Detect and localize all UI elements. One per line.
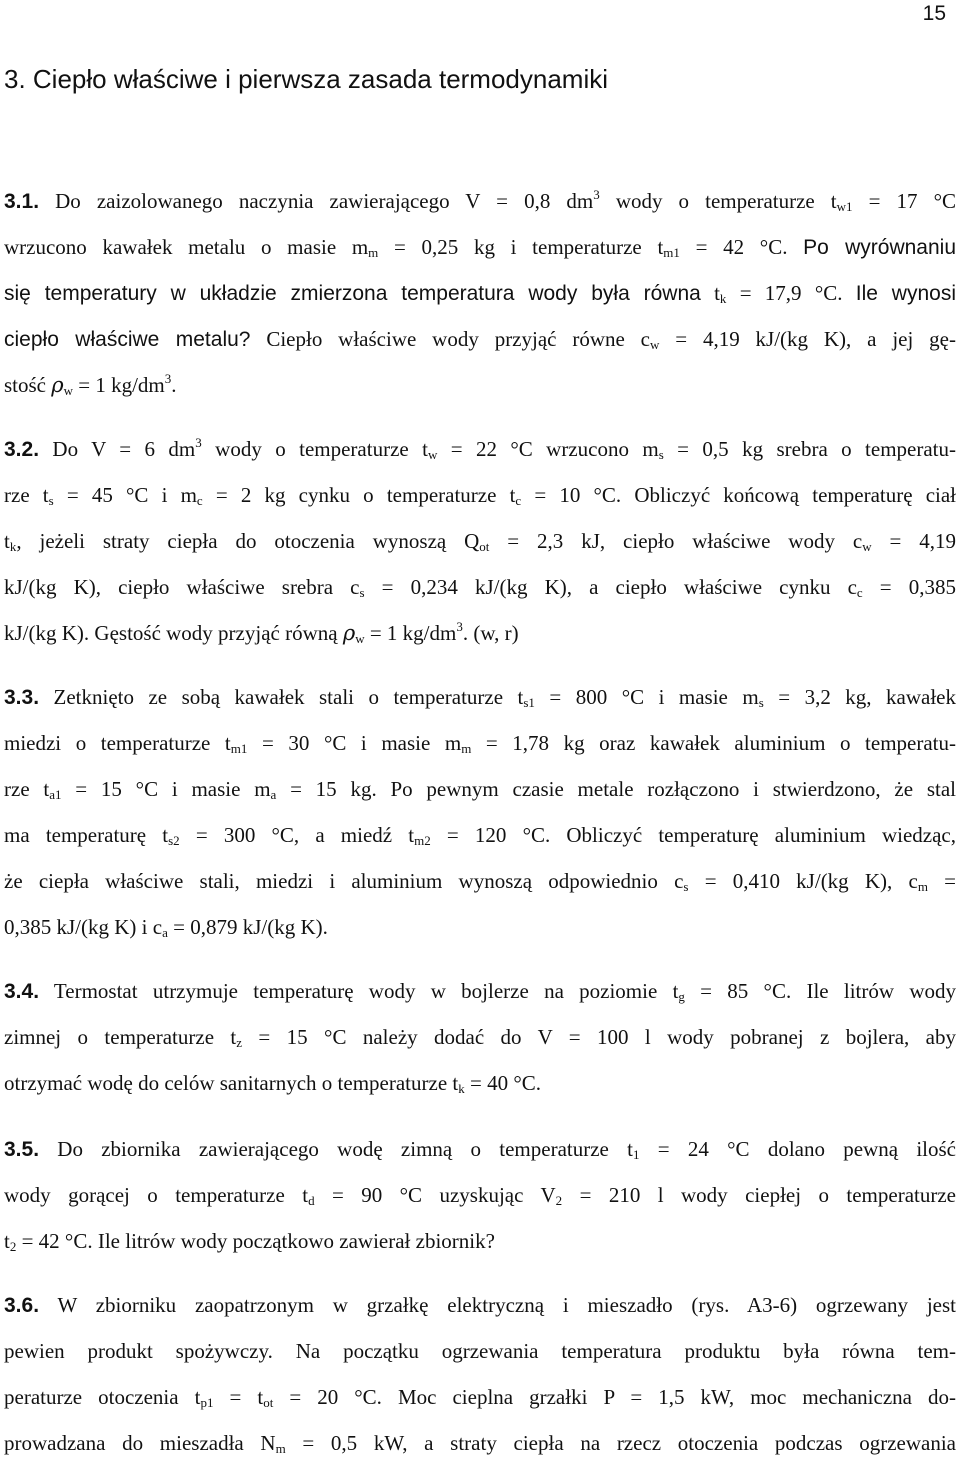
- problem-line: 3.5. Do zbiornika zawierającego wodę zimną o temperaturze $t_1 = 24$ °C dolano pewną ilość: [4, 1137, 956, 1162]
- problem-3-6: [4, 1282, 956, 1466]
- problem-line: ma temperaturę $t_{s2} = 300$ °C, a miedź $t_{m2} = 120$ °C. Obliczyć temperaturę aluminium wiedząc,: [4, 823, 956, 848]
- chapter-title: 3. Ciepło właściwe i pierwsza zasada termodynamiki: [4, 64, 609, 94]
- problem-line: rze $t_{a1} = 15$ °C i masie $m_a = 15$ kg. Po pewnym czasie metale rozłączono i stwierdzono, że stal: [4, 777, 956, 802]
- problem-line: kJ/(kg K). Gęstość wody przyjąć równą $\rho_w = 1$ $kg/dm^3$. (w, r): [4, 619, 519, 646]
- problem-line: 3.4. Termostat utrzymuje temperaturę wody w bojlerze na poziomie $t_g = 85$ °C. Ile litrów wody: [4, 979, 956, 1004]
- problem-line: wrzucono kawałek metalu o masie $m_m = 0,25$ kg i temperaturze $t_{m1} = 42$ °C. Po wyrównaniu: [4, 235, 956, 260]
- problem-line: peraturze otoczenia $t_{p1} = t_{ot} = 20$ °C. Moc cieplna grzałki P = 1,5 kW, moc mechaniczna do-: [4, 1385, 956, 1410]
- problem-line: kJ/(kg K), ciepło właściwe srebra $c_s = 0,234$ kJ/(kg K), a ciepło właściwe cynku $c_c = 0,385$: [4, 575, 956, 600]
- problem-line: 3.6. W zbiorniku zaopatrzonym w grzałkę elektryczną i mieszadło (rys. A3-6) ogrzewany jest: [4, 1293, 956, 1317]
- problem-line: 3.2. Do V = 6 $dm^3$ wody o temperaturze $t_w = 22$ °C wrzucono $m_s = 0,5$ kg srebra o temperatu-: [4, 435, 956, 462]
- problem-line: otrzymać wodę do celów sanitarnych o temperaturze $t_k = 40$ °C.: [4, 1071, 541, 1096]
- problem-line: że ciepła właściwe stali, miedzi i aluminium wynoszą odpowiednio $c_s = 0,410$ kJ/(kg K), $c_m$ =: [4, 869, 956, 894]
- problem-line: się temperatury w układzie zmierzona temperatura wody była równa $t_k = 17,9$ °C. Ile wynosi: [4, 281, 956, 306]
- problem-line: ciepło właściwe metalu? Ciepło właściwe wody przyjąć równe $c_w = 4,19$ kJ/(kg K), a jej gę-: [4, 327, 956, 352]
- problem-line: pewien produkt spożywczy. Na początku ogrzewania temperatura produktu była równa tem-: [4, 1339, 956, 1363]
- problem-line: rze $t_s = 45$ °C i $m_c = 2$ kg cynku o temperaturze $t_c = 10$ °C. Obliczyć końcową temperaturę ciał: [4, 483, 956, 508]
- problem-line: zimnej o temperaturze $t_z = 15$ °C należy dodać do V = 100 l wody pobranej z bojlera, aby: [4, 1025, 956, 1050]
- problem-3-5: [4, 1126, 956, 1264]
- problem-line: 3.1. Do zaizolowanego naczynia zawierającego V = 0,8 $dm^3$ wody o temperaturze $t_{w1} = 17$ °C: [4, 187, 956, 214]
- problem-line: 0,385 kJ/(kg K) i $c_a = 0,879$ kJ/(kg K).: [4, 915, 328, 940]
- problem-3-1: [4, 178, 956, 408]
- problem-3-2: [4, 426, 956, 656]
- problem-line: wody gorącej o temperaturze $t_d = 90$ °C uzyskując $V_2 = 210$ l wody ciepłej o temperaturze: [4, 1183, 956, 1208]
- problem-3-4: [4, 968, 956, 1106]
- problem-line: miedzi o temperaturze $t_{m1} = 30$ °C i masie $m_m = 1,78$ kg oraz kawałek aluminium o temperatu-: [4, 731, 956, 756]
- problem-line: 3.3. Zetknięto ze sobą kawałek stali o temperaturze $t_{s1} = 800$ °C i masie $m_s = 3,2$ kg, kawałek: [4, 685, 956, 710]
- problem-line: $t_k$, jeżeli straty ciepła do otoczenia wynoszą $Q_{ot} = 2,3$ kJ, ciepło właściwe wody $c_w = 4,19$: [4, 529, 956, 554]
- problem-line: prowadzana do mieszadła $N_m = 0,5$ kW, a straty ciepła na rzecz otoczenia podczas ogrzewania: [4, 1431, 956, 1456]
- problem-line: $t_2 = 42$ °C. Ile litrów wody początkowo zawierał zbiornik?: [4, 1229, 495, 1254]
- problem-3-3: [4, 674, 956, 950]
- page-number: 15: [922, 2, 946, 25]
- problem-line: stość $\rho_w = 1$ $kg/dm^3$.: [4, 371, 177, 398]
